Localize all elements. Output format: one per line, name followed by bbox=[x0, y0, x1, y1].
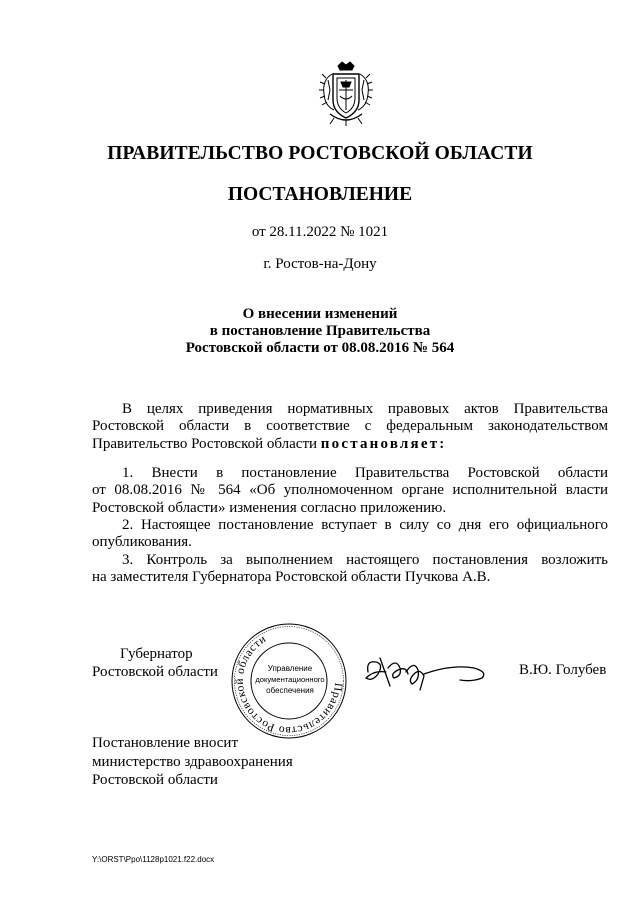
contributor-line: Ростовской области bbox=[92, 772, 218, 788]
preamble-line: Ростовской области в соответствие с федеральным законодательством bbox=[92, 418, 608, 435]
preamble-line bbox=[92, 436, 608, 453]
coat-of-arms-icon bbox=[316, 60, 376, 128]
stamp-inner-line: Управление bbox=[267, 664, 313, 673]
preamble-text: Правительство Ростовской области bbox=[92, 435, 321, 452]
document-type: ПОСТАНОВЛЕНИЕ bbox=[227, 184, 413, 205]
item-1-paragraph bbox=[92, 465, 608, 517]
item-line: 3. Контроль за выполнением настоящего постановления возложить bbox=[122, 552, 608, 568]
stamp-ring-text: Правительство Ростовской области bbox=[233, 632, 345, 737]
item-line: опубликования. bbox=[92, 534, 192, 551]
file-path-footer: Y:\ORST\Ppo\1128p1021.f22.docx bbox=[92, 855, 215, 864]
stamp-inner-line: обеспечения bbox=[266, 686, 314, 695]
resolves-keyword: постановляет: bbox=[320, 435, 447, 452]
date-and-number: от 28.11.2022 № 1021 bbox=[251, 224, 389, 240]
contributor-note bbox=[92, 734, 293, 790]
item-2-paragraph bbox=[92, 517, 608, 552]
title-line: Ростовской области от 08.08.2016 № 564 bbox=[185, 340, 455, 356]
contributor-line: министерство здравоохранения bbox=[92, 753, 293, 770]
stamp-inner-line: документационного bbox=[255, 675, 325, 684]
item-line: 2. Настоящее постановление вступает в силу со дня его официального bbox=[122, 517, 608, 533]
item-line: на заместителя Губернатора Ростовской области Пучкова А.В. bbox=[92, 569, 491, 586]
signatory-position bbox=[92, 646, 218, 681]
item-line: 1. Внести в постановление Правительства Ростовской области bbox=[122, 465, 608, 481]
position-line: Губернатор bbox=[120, 646, 193, 662]
signatory-name: В.Ю. Голубев bbox=[519, 662, 607, 678]
handwritten-signature-icon bbox=[362, 650, 492, 692]
preamble-line: В целях приведения нормативных правовых актов Правительства bbox=[122, 401, 608, 417]
organization-name: ПРАВИТЕЛЬСТВО РОСТОВСКОЙ ОБЛАСТИ bbox=[107, 143, 533, 164]
position-line: Ростовской области bbox=[92, 663, 218, 680]
contributor-line: Постановление вносит bbox=[92, 735, 239, 751]
item-3-paragraph bbox=[92, 552, 608, 587]
title-line: в постановление Правительства bbox=[209, 323, 431, 339]
document-title bbox=[0, 306, 640, 357]
item-line: Ростовской области» изменения согласно приложению. bbox=[92, 499, 447, 516]
title-line: О внесении изменений bbox=[242, 306, 398, 322]
city: г. Ростов-на-Дону bbox=[263, 256, 377, 272]
item-line: от 08.08.2016 № 564 «Об уполномоченном органе исполнительной власти bbox=[92, 482, 608, 499]
official-stamp-icon bbox=[229, 621, 349, 741]
preamble-paragraph bbox=[92, 401, 608, 453]
